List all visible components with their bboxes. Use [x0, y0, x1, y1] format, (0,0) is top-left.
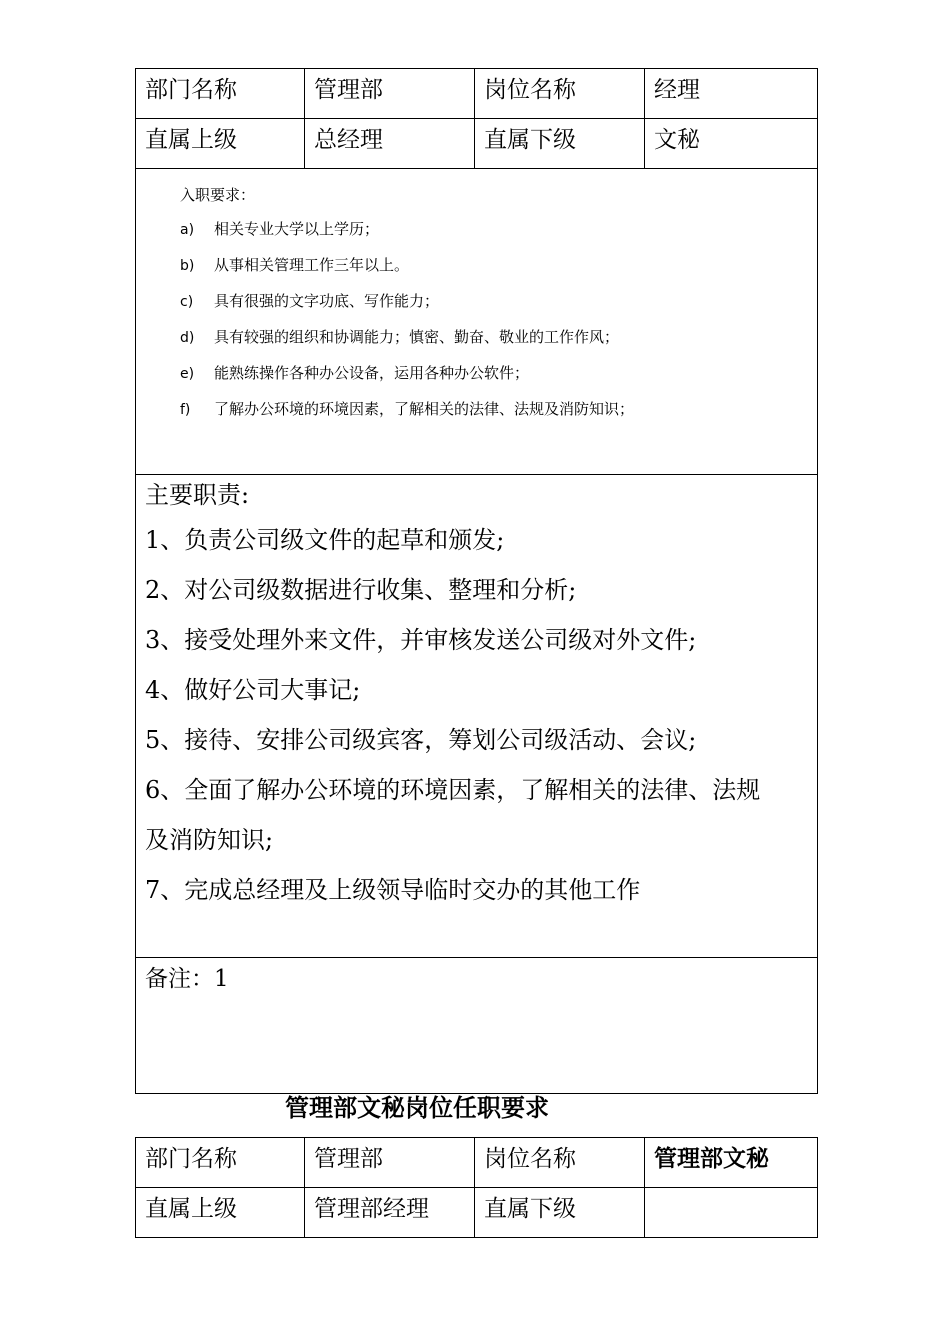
list-item: 7、完成总经理及上级领导临时交办的其他工作 [145, 876, 641, 904]
duties-row [136, 475, 818, 958]
list-item: f) 了解办公环境的环境因素，了解相关的法律、法规及消防知识； [180, 400, 635, 418]
superior-value: 总经理 [305, 119, 475, 169]
requirements-title: 入职要求： [180, 186, 256, 204]
job-table-manager [135, 68, 818, 1094]
position-name-value: 经理 [645, 69, 818, 119]
subordinate-label: 直属下级 [475, 1188, 645, 1238]
list-item: c) 具有很强的文字功底、写作能力； [180, 292, 440, 310]
subordinate-value [645, 1188, 818, 1238]
list-item: d) 具有较强的组织和协调能力；慎密、勤奋、敬业的工作作风； [180, 328, 620, 346]
list-item: 6、全面了解办公环境的环境因素，了解相关的法律、法规 [145, 776, 761, 804]
dept-name-label: 部门名称 [136, 69, 305, 119]
position-name-label: 岗位名称 [475, 69, 645, 119]
list-item: 2、对公司级数据进行收集、整理和分析; [145, 576, 577, 604]
subordinate-label: 直属下级 [475, 119, 645, 169]
list-item: a) 相关专业大学以上学历； [180, 220, 380, 238]
list-item: e) 能熟练操作各种办公设备，运用各种办公软件； [180, 364, 530, 382]
list-item: 3、接受处理外来文件，并审核发送公司级对外文件; [145, 626, 697, 654]
superior-label: 直属上级 [136, 1188, 305, 1238]
dept-name-value: 管理部 [305, 1138, 475, 1188]
list-item: 4、做好公司大事记; [145, 676, 361, 704]
table-row [136, 119, 818, 169]
note-row [136, 958, 818, 1094]
list-item: 及消防知识; [145, 826, 274, 854]
superior-label: 直属上级 [136, 119, 305, 169]
section-title: 管理部文秘岗位任职要求 [285, 1093, 549, 1122]
table-row [136, 69, 818, 119]
dept-name-label: 部门名称 [136, 1138, 305, 1188]
duties-title: 主要职责: [145, 481, 250, 509]
job-table-secretary [135, 1137, 818, 1238]
requirements-cell [136, 169, 818, 475]
list-item: 5、接待、安排公司级宾客，筹划公司级活动、会议; [145, 726, 697, 754]
position-name-value: 管理部文秘 [645, 1138, 818, 1188]
subordinate-value: 文秘 [645, 119, 818, 169]
list-item: b) 从事相关管理工作三年以上。 [180, 256, 410, 274]
position-name-label: 岗位名称 [475, 1138, 645, 1188]
table-row [136, 1188, 818, 1238]
superior-value: 管理部经理 [305, 1188, 475, 1238]
table-row [136, 1138, 818, 1188]
requirements-row [136, 169, 818, 475]
dept-name-value: 管理部 [305, 69, 475, 119]
duties-cell [136, 475, 818, 958]
list-item: 1、负责公司级文件的起草和颁发; [145, 526, 505, 554]
note-cell: 备注：1 [136, 958, 818, 1094]
